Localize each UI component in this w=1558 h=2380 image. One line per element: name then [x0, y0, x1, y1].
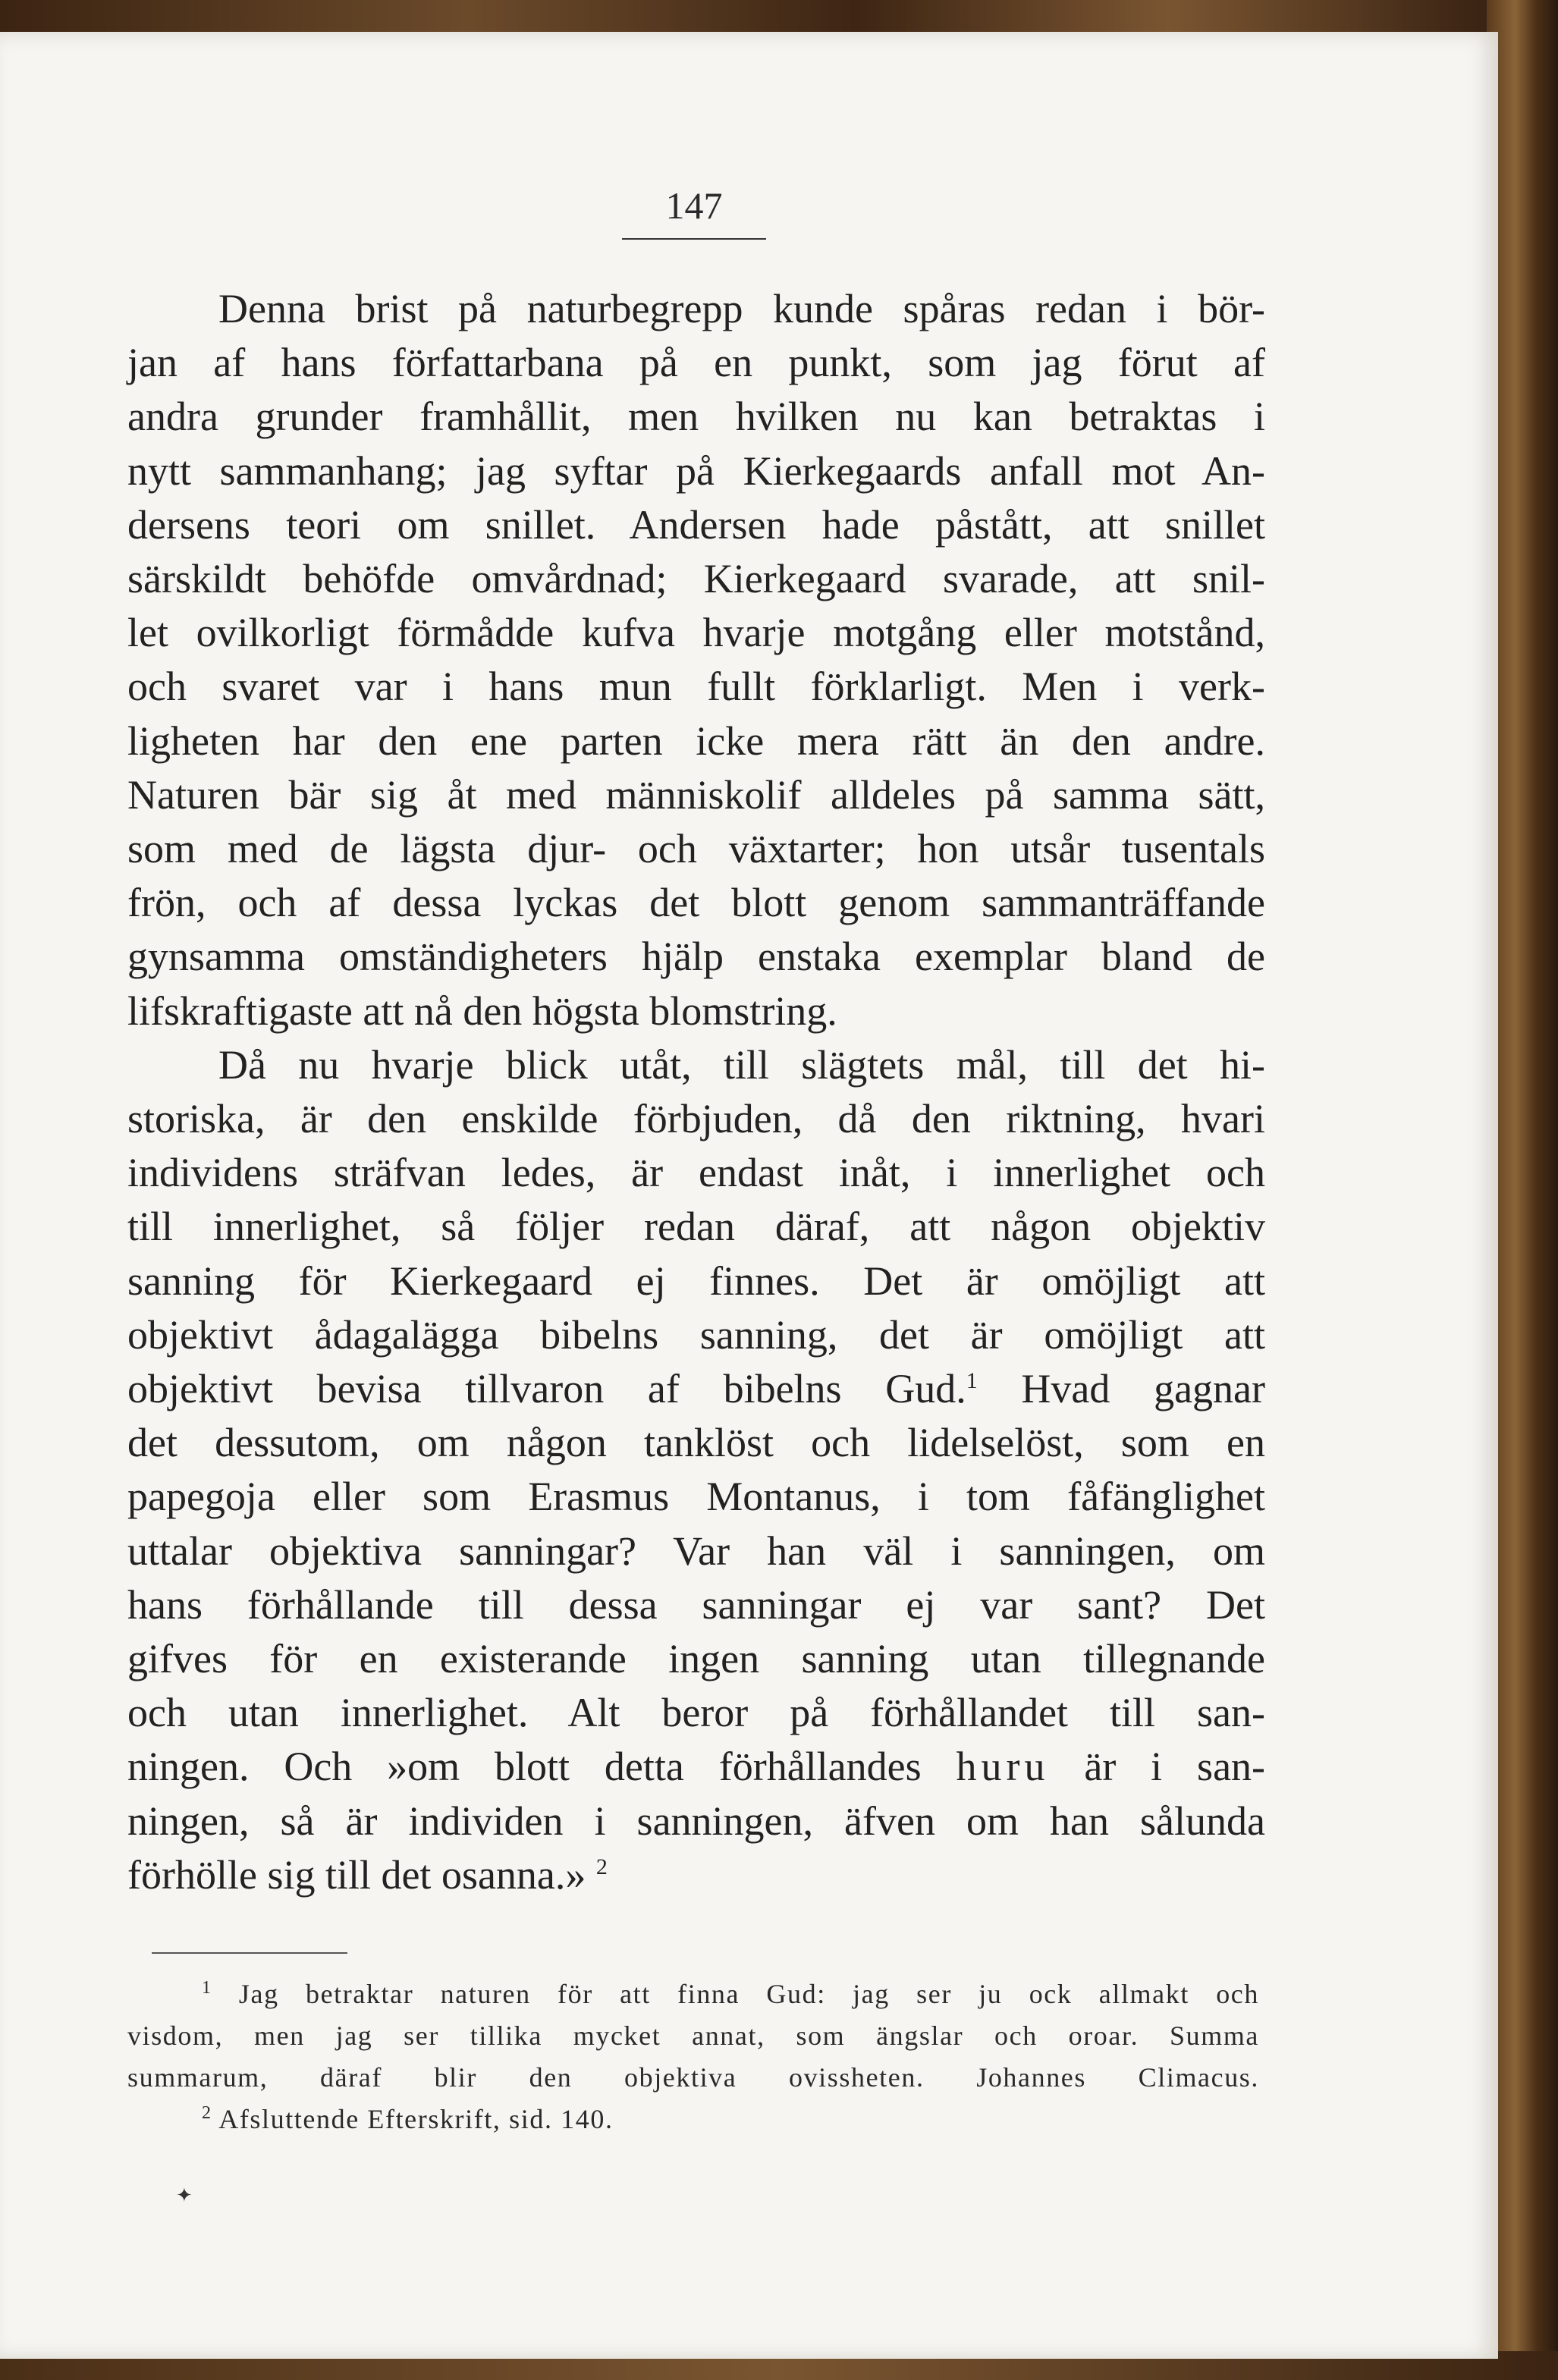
footnote-text: Jag betraktar naturen för att finna Gud: jag ser ju ock allmakt och — [238, 1979, 1259, 2009]
footnote-text: Afsluttende Efterskrift, sid. 140. — [218, 2104, 614, 2134]
text-line: objektivt ådagalägga bibelns sanning, det är omöjligt att — [127, 1311, 1265, 1358]
text-segment: förhölle sig till det osanna.» — [127, 1851, 586, 1898]
text-segment: objektivt bevisa tillvaron af bibelns Gud. — [127, 1366, 966, 1412]
text-segment: är i san- — [1084, 1744, 1266, 1790]
text-line: och svaret var i hans mun fullt förklarligt. Men i verk- — [127, 664, 1265, 710]
text-line: Naturen bär sig åt med människolif alldeles på samma sätt, — [127, 771, 1265, 818]
text-line: som med de lägsta djur- och växtarter; hon utsår tusentals — [127, 826, 1265, 872]
body-text — [127, 282, 1265, 1902]
text-line: jan af hans författarbana på en punkt, som jag förut af — [127, 340, 1265, 386]
text-line: sanning för Kierkegaard ej finnes. Det är omöjligt att — [127, 1258, 1265, 1304]
stray-ink-mark: ✦ — [176, 2184, 193, 2207]
text-line: storiska, är den enskilde förbjuden, då den riktning, hvari — [127, 1096, 1265, 1142]
text-line: hans förhållande till dessa sanningar ej var sant? Det — [127, 1581, 1265, 1628]
text-segment: ningen. Och »om blott detta förhållandes — [127, 1744, 922, 1790]
text-line: lifskraftigaste att nå den högsta blomstring. — [127, 987, 837, 1034]
footnote-1-line — [127, 2057, 1259, 2099]
text-line-with-emphasis — [127, 1740, 1265, 1794]
footnote-1-line: visdom, men jag ser tillika mycket annat, som ängslar och oroar. Summa — [127, 2020, 1259, 2051]
text-line: särskildt behöfde omvårdnad; Kierkegaard svarade, att snil- — [127, 556, 1265, 602]
page-number: 147 — [622, 184, 766, 240]
footnote-1-line — [127, 1973, 1259, 2015]
text-line: nytt sammanhang; jag syftar på Kierkegaards anfall mot An- — [127, 447, 1265, 494]
footnote-attribution: Johannes Climacus. — [976, 2062, 1260, 2093]
footnote-text: summarum, däraf blir den objektiva ovissheten. — [127, 2062, 925, 2093]
text-line: Denna brist på naturbegrepp kunde spåras redan i bör- — [218, 286, 1265, 331]
footnotes — [127, 1973, 1259, 2140]
text-line: och utan innerlighet. Alt beror på förhållandet till san- — [127, 1690, 1265, 1736]
text-line: papegoja eller som Erasmus Montanus, i tom fåfänglighet — [127, 1474, 1265, 1520]
text-line: ligheten har den ene parten icke mera rätt än den andre. — [127, 717, 1265, 764]
emphasized-word: huru — [956, 1744, 1050, 1790]
text-line: ningen, så är individen i sanningen, äfven om han sålunda — [127, 1798, 1265, 1844]
text-line-with-footnote — [127, 1362, 1265, 1416]
text-line: dersens teori om snillet. Andersen hade påstått, att snillet — [127, 501, 1265, 548]
book-page — [0, 32, 1498, 2359]
footnote-rule — [152, 1952, 347, 1954]
text-line-with-footnote — [127, 1848, 1265, 1902]
footnote-1-marker: 1 — [202, 1978, 212, 1998]
text-line: till innerlighet, så följer redan däraf, att någon objektiv — [127, 1204, 1265, 1250]
text-line: let ovilkorligt förmådde kufva hvarje motgång eller motstånd, — [127, 610, 1265, 656]
footnote-2-marker: 2 — [202, 2103, 212, 2123]
footnote-marker-1: 1 — [966, 1368, 978, 1394]
footnote-2-line — [127, 2099, 1259, 2140]
text-line: Då nu hvarje blick utåt, till slägtets mål, till det hi- — [218, 1041, 1265, 1088]
text-line: gifves för en existerande ingen sanning utan tillegnande — [127, 1636, 1265, 1682]
footnote-marker-2: 2 — [595, 1854, 608, 1879]
text-segment: Hvad gagnar — [1021, 1366, 1265, 1412]
text-line: individens sträfvan ledes, är endast inåt, i innerlighet och — [127, 1150, 1265, 1196]
text-line: andra grunder framhållit, men hvilken nu kan betraktas i — [127, 394, 1265, 440]
text-line: uttalar objektiva sanningar? Var han väl i sanningen, om — [127, 1528, 1265, 1574]
text-line: det dessutom, om någon tanklöst och lidelselöst, som en — [127, 1420, 1265, 1466]
text-line: gynsamma omständigheters hjälp enstaka exemplar bland de — [127, 934, 1265, 980]
text-line: frön, och af dessa lyckas det blott genom sammanträffande — [127, 880, 1265, 926]
